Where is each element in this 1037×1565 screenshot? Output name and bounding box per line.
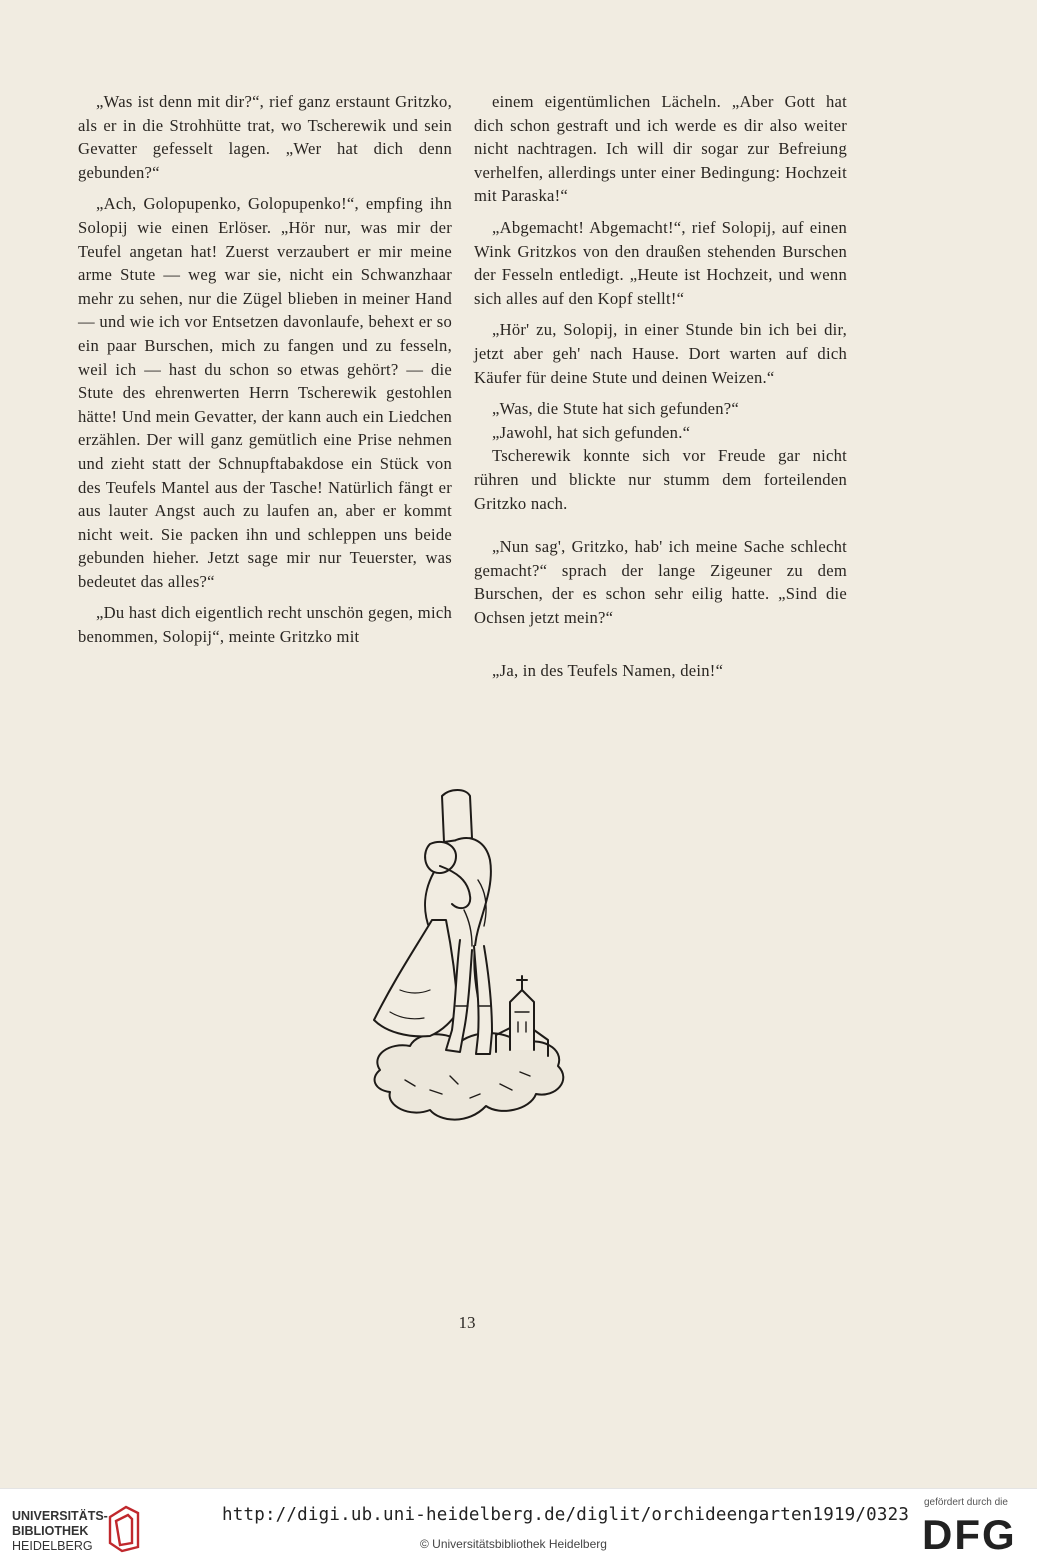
couple-embracing-illustration <box>360 780 580 1140</box>
paragraph: „Hör' zu, Solopij, in einer Stunde bin ich bei dir, jetzt aber geh' nach Hause. Dort warten auf dich Käufer für deine Stute und deinen Weizen.“ <box>474 320 847 387</box>
library-line: BIBLIOTHEK <box>12 1524 89 1538</box>
viewer-footer <box>0 1488 1037 1565</box>
paragraph: „Was, die Stute hat sich gefunden?“ <box>492 399 740 419</box>
paragraph: „Ach, Golopupenko, Golopupenko!“, empfing ihn Solopij wie einen Erlöser. „Hör nur, was mir der Teufel angetan hat! Zuerst verzaubert er mir meine arme Stute — weg war sie, nicht ein Schwanzhaar mehr zu sehen, nur die Zügel blieben in meiner Hand — und wie ich vor Entsetzen davonlaufe, behext er so ein paar Burschen, mich zu fangen und zu fesseln, weil ich — hast du schon so etwas gehört? — die Stute des ehrenwerten Herrn Tscherewik gestohlen hätte! Und mein Gevatter, der kann auch ein Liedchen erzählen. Der will ganz gemütlich eine Prise nehmen und zieht statt der Schnupftabakdose ein Stück von des Teufels Mantel aus der Tasche! Natürlich fängt er aus lauter Angst auch zu laufen an, aber er kommt nicht weit. Sie packen ihn und schleppen uns beide gebunden hieher. Jetzt sage mir nur Teuerster, was bedeutet das alles?“ <box>78 194 452 591</box>
right-text-column <box>474 90 847 683</box>
permalink-url[interactable]: http://digi.ub.uni-heidelberg.de/diglit/orchideengarten1919/0323 <box>222 1505 910 1525</box>
paragraph: Tscherewik konnte sich vor Freude gar nicht rühren und blickte nur stumm dem forteilenden Gritzko nach. <box>474 446 847 513</box>
paragraph: „Was ist denn mit dir?“, rief ganz erstaunt Gritzko, als er in die Strohhütte trat, wo Tscherewik und sein Gevatter gefesselt lagen. „Wer hat dich denn gebunden?“ <box>78 92 452 182</box>
paragraph: „Ja, in des Teufels Namen, dein!“ <box>492 661 724 681</box>
paragraph: „Jawohl, hat sich gefunden.“ <box>492 422 691 442</box>
library-line: HEIDELBERG <box>12 1539 93 1553</box>
library-logo-icon[interactable] <box>104 1503 144 1553</box>
paragraph: „Abgemacht! Abgemacht!“, rief Solopij, auf einen Wink Gritzkos von den draußen stehenden Burschen der Fesseln entledigt. „Heute ist Hochzeit, und wenn sich alles auf den Kopf stellt!“ <box>474 217 847 308</box>
dfg-logo-text: DFG <box>922 1511 1017 1555</box>
paragraph: „Du hast dich eigentlich recht unschön gegen, mich benommen, Solopij“, meinte Gritzko mit <box>78 603 452 647</box>
paragraph: einem eigentümlichen Lächeln. „Aber Gott hat dich schon gestraft und ich werde es dir also weiter nicht nachtragen. Ich will dir sogar zur Befreiung verhelfen, allerdings unter einer Bedingung: Hochzeit mit Paraska!“ <box>474 92 847 206</box>
copyright-notice: © Universitätsbibliothek Heidelberg <box>420 1537 607 1551</box>
library-line: UNIVERSITÄTS- <box>12 1509 108 1523</box>
paragraph: „Nun sag', Gritzko, hab' ich meine Sache schlecht gemacht?“ sprach der lange Zigeuner zu dem Burschen, der es schon sehr eilig hatte. „Sind die Ochsen jetzt mein?“ <box>474 537 847 627</box>
funded-by-label: gefördert durch die <box>924 1497 1008 1508</box>
left-text-column <box>78 90 452 649</box>
page-number: 13 <box>458 1313 476 1332</box>
library-name[interactable] <box>12 1509 108 1554</box>
dfg-logo-icon[interactable] <box>920 1511 1024 1555</box>
